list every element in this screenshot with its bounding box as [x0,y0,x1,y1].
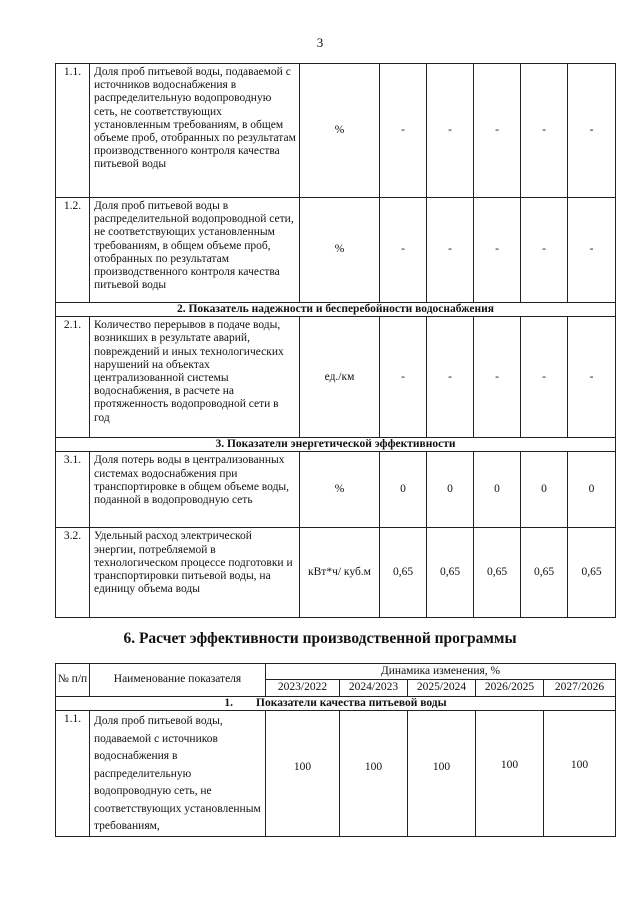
value-cell: - [474,64,521,198]
col-header-name: Наименование показателя [90,664,266,697]
col-header-dynamics: Динамика изменения, % [266,664,616,680]
table-row [56,317,616,438]
value-cell: - [427,317,474,438]
value-cell: 0,65 [380,528,427,618]
row-number: 1.1. [56,711,90,837]
year-header: 2026/2025 [476,680,544,697]
value-cell: 100 [476,711,544,837]
value-cell: - [474,198,521,303]
row-number: 2.1. [56,317,90,438]
section-row [56,438,616,452]
indicators-table [55,63,616,618]
value-cell: 0,65 [427,528,474,618]
table-row [56,711,616,837]
indicator-name: Доля проб питьевой воды, подаваемой с источников водоснабжения в распределительную водопроводную сеть, не соответствующих установленным требованиям, в общем объеме проб, отобранных по результатам производственного контроля качества питьевой воды [90,64,300,198]
indicator-name: Доля проб питьевой воды в распределительной водопроводной сети, не соответствующих установленным требованиям, в общем объеме проб, отобранных по результатам производственного контроля качества питьевой воды [90,198,300,303]
value-cell: - [380,317,427,438]
table-row [56,452,616,528]
value-cell: - [380,198,427,303]
value-cell: 0 [427,452,474,528]
section-heading: 2. Показатель надежности и бесперебойности водоснабжения [56,303,616,317]
row-number: 3.1. [56,452,90,528]
unit: % [300,64,380,198]
value-cell: 100 [266,711,340,837]
table-row [56,64,616,198]
row-number: 3.2. [56,528,90,618]
value-cell: - [427,198,474,303]
value-cell: 0 [568,452,616,528]
value-cell: - [568,198,616,303]
value-cell: 100 [544,711,616,837]
unit: % [300,198,380,303]
value-cell: - [380,64,427,198]
col-header-num: № п/п [56,664,90,697]
row-number: 1.2. [56,198,90,303]
value-cell: 0 [521,452,568,528]
value-cell: - [568,64,616,198]
value-cell: - [474,317,521,438]
value-cell: - [521,317,568,438]
value-cell: - [521,64,568,198]
value-cell: 0 [380,452,427,528]
section-row [56,697,616,711]
indicator-name: Доля потерь воды в централизованных системах водоснабжения при транспортировке в общем объеме воды, поданной в водопроводную сеть [90,452,300,528]
table-row [56,198,616,303]
value-cell: 0,65 [474,528,521,618]
table-row [56,528,616,618]
value-cell: - [568,317,616,438]
value-cell: - [427,64,474,198]
section-title: 6. Расчет эффективности производственной программы [123,630,517,647]
value-cell: 0,65 [568,528,616,618]
unit: % [300,452,380,528]
value-cell: - [521,198,568,303]
unit: ед./км [300,317,380,438]
value-cell: 100 [408,711,476,837]
header-row [56,664,616,680]
indicator-name: Доля проб питьевой воды, подаваемой с источников водоснабжения в распределительную водопроводную сеть, не соответствующих установленным требованиям, [90,711,266,837]
section-heading: 3. Показатели энергетической эффективности [56,438,616,452]
indicator-name: Количество перерывов в подаче воды, возникших в результате аварий, повреждений и иных технологических нарушений на объектах централизованной системы водоснабжения, в расчете на протяженность водопроводной сети в год [90,317,300,438]
section-heading: 1. Показатели качества питьевой воды [56,697,616,711]
value-cell: 100 [340,711,408,837]
unit: кВт*ч/ куб.м [300,528,380,618]
row-number: 1.1. [56,64,90,198]
efficiency-table [55,663,616,837]
indicator-name: Удельный расход электрической энергии, потребляемой в технологическом процессе подготовки и транспортировки питьевой воды, на единицу объема воды [90,528,300,618]
year-header: 2027/2026 [544,680,616,697]
section-row [56,303,616,317]
year-header: 2024/2023 [340,680,408,697]
page-number: 3 [316,35,324,50]
year-header: 2025/2024 [408,680,476,697]
value-cell: 0 [474,452,521,528]
value-cell: 0,65 [521,528,568,618]
year-header: 2023/2022 [266,680,340,697]
